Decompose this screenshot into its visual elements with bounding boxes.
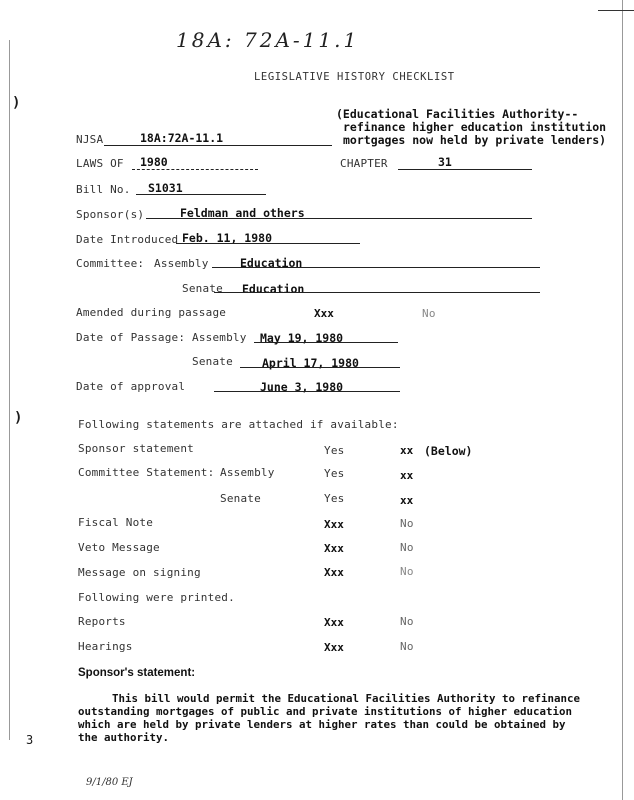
sponsor-statement-line: outstanding mortgages of public and private institutions of higher education [78, 705, 573, 718]
description-line: (Educational Facilities Authority-- [336, 107, 579, 121]
sponsor-statement-line: the authority. [78, 731, 170, 744]
row-label: Sponsor statement [78, 442, 194, 455]
row-label: Committee Statement: [78, 466, 215, 479]
passage-assembly-underline [254, 342, 398, 343]
chapter-underline [398, 169, 532, 170]
row-no: xx [400, 469, 414, 482]
row-yes: Xxx [324, 518, 344, 531]
committee-senate-underline [214, 292, 540, 293]
page-title: LEGISLATIVE HISTORY CHECKLIST [254, 71, 455, 83]
committee-assembly-label: Assembly [154, 257, 209, 270]
row-no: xx [400, 444, 414, 457]
following-printed-text: Following were printed. [78, 591, 235, 604]
approval-underline [214, 391, 400, 392]
row-label: Fiscal Note [78, 516, 154, 529]
date-introduced-label: Date Introduced [76, 233, 179, 246]
bill-no-underline [136, 194, 266, 195]
row-no: No [400, 565, 414, 578]
sponsors-underline [146, 218, 532, 219]
punch-mark: ) [12, 95, 21, 111]
chapter-value: 31 [438, 155, 452, 169]
committee-assembly-value: Education [240, 256, 303, 270]
amended-label: Amended during passage [76, 306, 227, 319]
amended-yes: Xxx [314, 307, 334, 320]
passage-assembly-label: Assembly [192, 331, 247, 344]
punch-mark: ) [14, 410, 23, 426]
approval-label: Date of approval [76, 380, 186, 393]
sponsors-value: Feldman and others [180, 206, 305, 220]
sponsor-statement-heading: Sponsor's statement: [78, 667, 196, 679]
row-no: No [400, 517, 414, 530]
left-scan-edge [9, 40, 10, 740]
njsa-value: 18A:72A-11.1 [140, 131, 224, 145]
row-yes: Yes [324, 444, 345, 457]
row-sub-label: Assembly [220, 466, 275, 479]
row-yes: Xxx [324, 566, 344, 579]
committee-assembly-underline [212, 267, 540, 268]
handwritten-statute-number: 18A: 72A-11.1 [176, 28, 360, 52]
sponsors-label: Sponsor(s) [76, 208, 145, 221]
following-attached-text: Following statements are attached if available: [78, 418, 399, 431]
printed-row-label: Reports [78, 615, 126, 628]
printed-row-yes: Xxx [324, 641, 344, 654]
laws-of-label: LAWS OF [76, 157, 124, 170]
right-scan-edge [622, 0, 623, 800]
passage-senate-underline [240, 367, 400, 368]
row-no: xx [400, 494, 414, 507]
description-line: mortgages now held by private lenders) [343, 133, 607, 147]
row-yes: Yes [324, 492, 345, 505]
printed-row-yes: Xxx [324, 616, 344, 629]
row-sub-label: Senate [220, 492, 261, 505]
row-label: Veto Message [78, 541, 160, 554]
passage-senate-label: Senate [192, 355, 233, 368]
description-line: refinance higher education institution [343, 120, 607, 134]
laws-of-value: 1980 [140, 155, 168, 169]
njsa-underline [104, 145, 332, 146]
approval-value: June 3, 1980 [260, 380, 344, 394]
row-label: Message on signing [78, 566, 201, 579]
passage-assembly-value: May 19, 1980 [260, 331, 344, 345]
row-yes: Yes [324, 467, 345, 480]
bill-no-label: Bill No. [76, 183, 131, 196]
committee-label: Committee: [76, 257, 145, 270]
row-yes: Xxx [324, 542, 344, 555]
sponsor-statement-line: This bill would permit the Educational Facilities Authority to refinance [112, 692, 581, 705]
printed-row-no: No [400, 640, 414, 653]
footer-handwritten-mark: 9/1/80 EJ [86, 777, 133, 788]
chapter-label: CHAPTER [340, 157, 388, 170]
row-no: No [400, 541, 414, 554]
top-right-corner-line [598, 10, 634, 11]
printed-row-label: Hearings [78, 640, 133, 653]
passage-label: Date of Passage: [76, 331, 186, 344]
committee-senate-label: Senate [182, 282, 223, 295]
passage-senate-value: April 17, 1980 [262, 356, 359, 370]
laws-of-underline [132, 169, 258, 170]
bill-no-value: S1031 [148, 181, 183, 195]
amended-no: No [422, 307, 436, 320]
sponsor-statement-line: which are held by private lenders at higher rates than could be obtained by [78, 718, 566, 731]
printed-row-no: No [400, 615, 414, 628]
committee-senate-value: Education [242, 282, 305, 296]
punch-mark: 3 [26, 733, 34, 747]
date-introduced-value: Feb. 11, 1980 [182, 231, 273, 245]
njsa-label: NJSA [76, 133, 104, 146]
date-introduced-underline [176, 243, 360, 244]
row-note: (Below) [424, 444, 473, 458]
